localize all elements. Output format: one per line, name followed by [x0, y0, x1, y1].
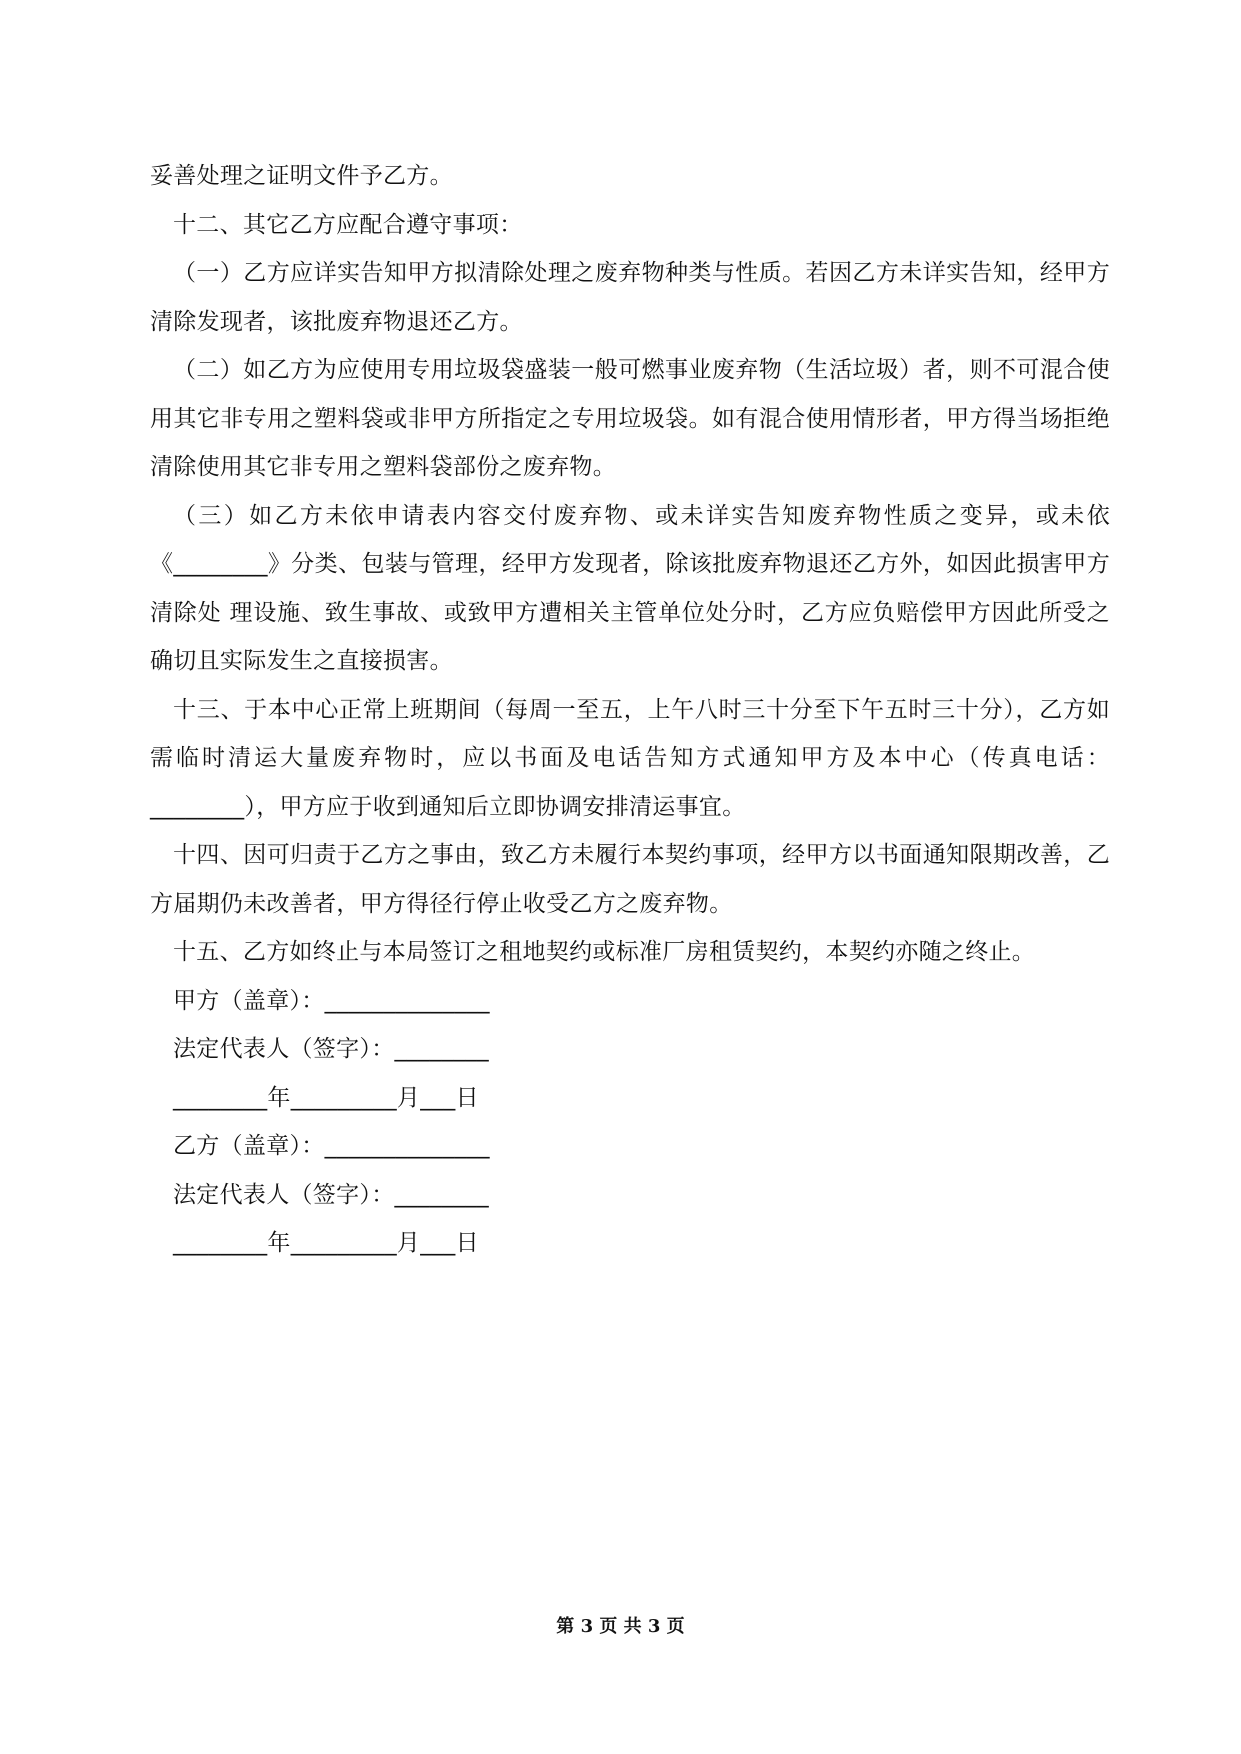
clause-12-heading: 十二、其它乙方应配合遵守事项：: [173, 211, 523, 238]
clause-12-item-1: （一）乙方应详实告知甲方拟清除处理之废弃物种类与性质。若因乙方未详实告知，经甲方清除发现者，该批废弃物退还乙方。: [150, 260, 1110, 335]
party-b-representative-line: 法定代表人（签字）：________: [173, 1181, 489, 1208]
party-a-representative-line: 法定代表人（签字）：________: [173, 1036, 489, 1062]
page-number-footer: 第 3 页 共 3 页: [556, 1616, 685, 1637]
document-body: [150, 152, 1110, 1268]
party-b-date-line: ________年_________月___日: [173, 1230, 479, 1256]
clause-13: 十三、于本中心正常上班期间（每周一至五，上午八时三十分至下午五时三十分），乙方如需临时清运大量废弃物时，应以书面及电话告知方式通知甲方及本中心（传真电话：________），甲方应于收到通知后立即协调安排清运事宜。: [150, 696, 1110, 820]
clause-12-item-3: （三）如乙方未依申请表内容交付废弃物、或未详实告知废弃物性质之变异，或未依《________》分类、包装与管理，经甲方发现者，除该批废弃物退还乙方外，如因此损害甲方清除处 理设施、致生事故、或致甲方遭相关主管单位处分时，乙方应负赔偿甲方因此所受之确切且实际发生之直接损害。: [150, 502, 1110, 674]
paragraph-continuation: 妥善处理之证明文件予乙方。: [150, 163, 453, 189]
clause-12-item-2: （二）如乙方为应使用专用垃圾袋盛装一般可燃事业废弃物（生活垃圾）者，则不可混合使用其它非专用之塑料袋或非甲方所指定之专用垃圾袋。如有混合使用情形者，甲方得当场拒绝清除使用其它非专用之塑料袋部份之废弃物。: [150, 357, 1110, 480]
party-a-seal-line: 甲方（盖章）：______________: [173, 987, 490, 1014]
party-a-date-line: ________年_________月___日: [173, 1084, 479, 1111]
clause-15: 十五、乙方如终止与本局签订之租地契约或标准厂房租赁契约，本契约亦随之终止。: [173, 939, 1036, 965]
party-b-seal-line: 乙方（盖章）：______________: [173, 1133, 490, 1159]
clause-14: 十四、因可归责于乙方之事由，致乙方未履行本契约事项，经甲方以书面通知限期改善，乙方届期仍未改善者，甲方得径行停止收受乙方之废弃物。: [150, 842, 1110, 917]
signature-block: [150, 977, 1110, 1268]
